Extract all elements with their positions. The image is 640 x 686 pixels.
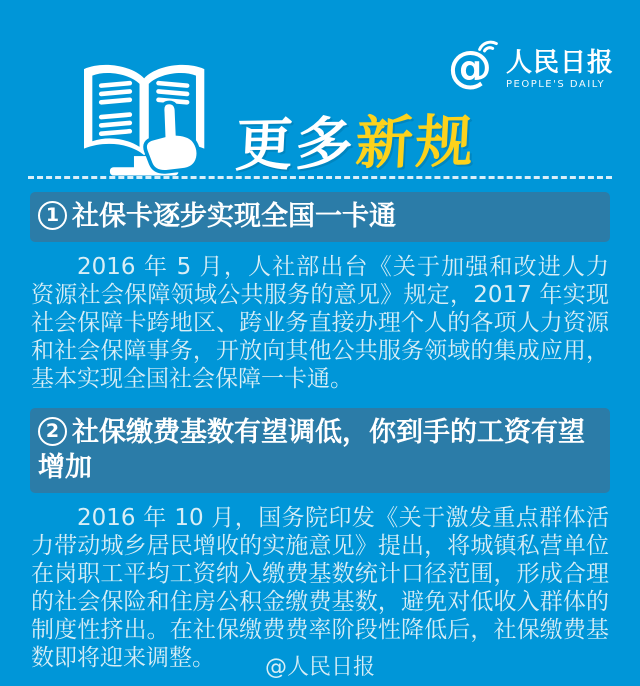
- brand-logo-text: [506, 40, 614, 90]
- content: [30, 192, 610, 686]
- header: [0, 0, 640, 178]
- brand-name: 人民日报: [505, 48, 614, 78]
- section-2-header: [30, 408, 610, 493]
- section-1-title: 社保卡逐步实现全国一卡通: [72, 201, 396, 232]
- dashed-divider: [28, 176, 612, 179]
- peoples-daily-at-megaphone-icon: [448, 40, 500, 100]
- open-book-with-pointing-hand-icon: [56, 58, 236, 182]
- section-1-number-badge: 1: [38, 201, 67, 230]
- section-2-body: 2016 年 10 月，国务院印发《关于激发重点群体活力带动城乡居民增收的实施意见》提出，将城镇私营单位在岗职工平均工资纳入缴费基数统计口径范围，形成合理的社会保险和住房公积金缴费基数，避免对低收入群体的制度性挤出。在社保缴费费率阶段性降低后，社保缴费基数即将迎来调整。: [31, 504, 609, 671]
- at-glyph: @: [447, 42, 492, 93]
- section-2-title: 社保缴费基数有望调低，你到手的工资有望增加: [38, 416, 585, 484]
- section-1-header: [30, 192, 610, 242]
- page-title-yellow: 新规: [354, 108, 478, 177]
- footer-credit: @人民日报: [264, 655, 375, 680]
- section-1-body: 2016 年 5 月，人社部出台《关于加强和改进人力资源社会保障领域公共服务的意见》规定，2017 年实现社会保障卡跨地区、跨业务直接办理个人的各项人力资源和社会保障事务，开放向其他公共服务领域的集成应用，基本实现全国社会保障一卡通。: [31, 253, 609, 392]
- brand-logo: [448, 40, 614, 100]
- section-2-number-badge: 2: [38, 417, 67, 446]
- page-title-white: 更多: [233, 111, 358, 180]
- page-title: [234, 96, 479, 182]
- brand-subtitle: PEOPLE'S DAILY: [505, 79, 606, 91]
- signal-waves-icon: [478, 36, 502, 58]
